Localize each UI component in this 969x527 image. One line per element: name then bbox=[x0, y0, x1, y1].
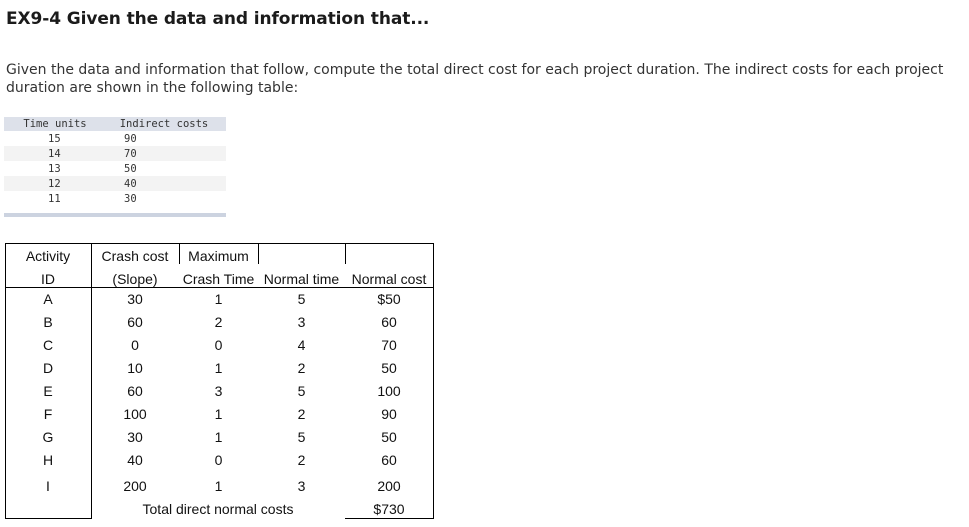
crash-cost-cell: 60 bbox=[127, 383, 143, 399]
table-border bbox=[5, 518, 91, 519]
table-border bbox=[345, 518, 434, 519]
header-crash-cost: Crash cost bbox=[101, 248, 169, 264]
crash-cost-cell: 40 bbox=[127, 452, 143, 468]
activity-id-cell: B bbox=[43, 314, 53, 330]
normal-cost-cell: 50 bbox=[381, 429, 397, 445]
activity-id-cell: H bbox=[42, 452, 54, 468]
header-underline bbox=[5, 287, 434, 288]
normal-cost-cell: 70 bbox=[381, 337, 397, 353]
table-border bbox=[433, 243, 434, 519]
table-header-row bbox=[4, 117, 226, 131]
table-row bbox=[4, 176, 226, 191]
table-border bbox=[258, 243, 259, 264]
time-units-cell: 14 bbox=[4, 146, 102, 161]
max-crash-time-cell: 2 bbox=[214, 314, 223, 330]
activity-table bbox=[5, 243, 434, 519]
total-label: Total direct normal costs bbox=[142, 501, 294, 517]
crash-cost-cell: 30 bbox=[127, 291, 143, 307]
header-maximum: Maximum bbox=[188, 248, 249, 264]
header-normal-time: Normal time bbox=[263, 271, 340, 287]
table-bottom-bar bbox=[4, 213, 226, 217]
normal-time-cell: 2 bbox=[297, 360, 306, 376]
table-border bbox=[345, 243, 346, 264]
normal-cost-cell: 200 bbox=[377, 478, 401, 494]
activity-id-cell: A bbox=[43, 291, 53, 307]
max-crash-time-cell: 0 bbox=[214, 452, 223, 468]
crash-cost-cell: 30 bbox=[127, 429, 143, 445]
max-crash-time-cell: 1 bbox=[214, 429, 223, 445]
crash-cost-cell: 10 bbox=[127, 360, 143, 376]
normal-cost-cell: 90 bbox=[381, 406, 397, 422]
normal-time-cell: 5 bbox=[297, 291, 306, 307]
indirect-costs-table bbox=[4, 117, 226, 206]
normal-time-cell: 3 bbox=[297, 478, 306, 494]
table-border bbox=[5, 243, 434, 244]
indirect-cost-cell: 90 bbox=[124, 132, 137, 145]
activity-id-cell: D bbox=[42, 360, 54, 376]
activity-id-cell: I bbox=[46, 478, 50, 494]
indirect-cost-cell: 50 bbox=[124, 162, 137, 175]
table-row bbox=[4, 146, 226, 161]
table-row bbox=[4, 131, 226, 146]
indirect-cost-cell: 40 bbox=[102, 176, 226, 191]
crash-cost-cell: 200 bbox=[123, 478, 147, 494]
table-row bbox=[4, 191, 226, 206]
time-units-cell: 13 bbox=[48, 162, 61, 175]
header-normal-cost: Normal cost bbox=[351, 271, 427, 287]
activity-id-cell: F bbox=[43, 406, 53, 422]
time-units-cell: 15 bbox=[48, 132, 61, 145]
time-units-cell: 12 bbox=[4, 176, 102, 191]
normal-cost-cell: 50 bbox=[381, 360, 397, 376]
header-activity-id: ID bbox=[41, 271, 55, 287]
crash-cost-cell: 60 bbox=[127, 314, 143, 330]
header-time-units: Time units bbox=[4, 117, 102, 131]
max-crash-time-cell: 3 bbox=[214, 383, 223, 399]
header-indirect-costs: Indirect costs bbox=[102, 117, 226, 131]
indirect-cost-cell: 70 bbox=[102, 146, 226, 161]
crash-cost-cell: 100 bbox=[123, 406, 147, 422]
max-crash-time-cell: 1 bbox=[214, 291, 223, 307]
header-slope: (Slope) bbox=[112, 271, 158, 287]
time-units-cell: 11 bbox=[48, 192, 61, 205]
normal-time-cell: 5 bbox=[297, 429, 306, 445]
normal-cost-cell: 60 bbox=[381, 452, 397, 468]
activity-id-cell: C bbox=[42, 337, 54, 353]
normal-cost-cell: 100 bbox=[377, 383, 401, 399]
activity-id-cell: G bbox=[42, 429, 54, 445]
indirect-cost-cell: 30 bbox=[124, 192, 137, 205]
normal-time-cell: 5 bbox=[297, 383, 306, 399]
normal-time-cell: 2 bbox=[297, 452, 306, 468]
normal-cost-cell: $50 bbox=[377, 291, 401, 307]
problem-statement: Given the data and information that follow, compute the total direct cost for each project duration. The indirect costs for each project duration are shown in the following table: bbox=[6, 62, 944, 96]
table-row bbox=[4, 161, 226, 176]
normal-time-cell: 4 bbox=[297, 337, 306, 353]
crash-cost-cell: 0 bbox=[131, 337, 139, 353]
max-crash-time-cell: 1 bbox=[214, 406, 223, 422]
total-value: $730 bbox=[373, 501, 405, 517]
activity-id-cell: E bbox=[43, 383, 53, 399]
max-crash-time-cell: 1 bbox=[214, 478, 223, 494]
normal-time-cell: 3 bbox=[297, 314, 306, 330]
header-activity: Activity bbox=[25, 248, 71, 264]
header-crash-time: Crash Time bbox=[182, 271, 255, 287]
max-crash-time-cell: 0 bbox=[214, 337, 223, 353]
normal-cost-cell: 60 bbox=[381, 314, 397, 330]
page-title: EX9-4 Given the data and information that... bbox=[6, 9, 430, 29]
normal-time-cell: 2 bbox=[297, 406, 306, 422]
max-crash-time-cell: 1 bbox=[214, 360, 223, 376]
